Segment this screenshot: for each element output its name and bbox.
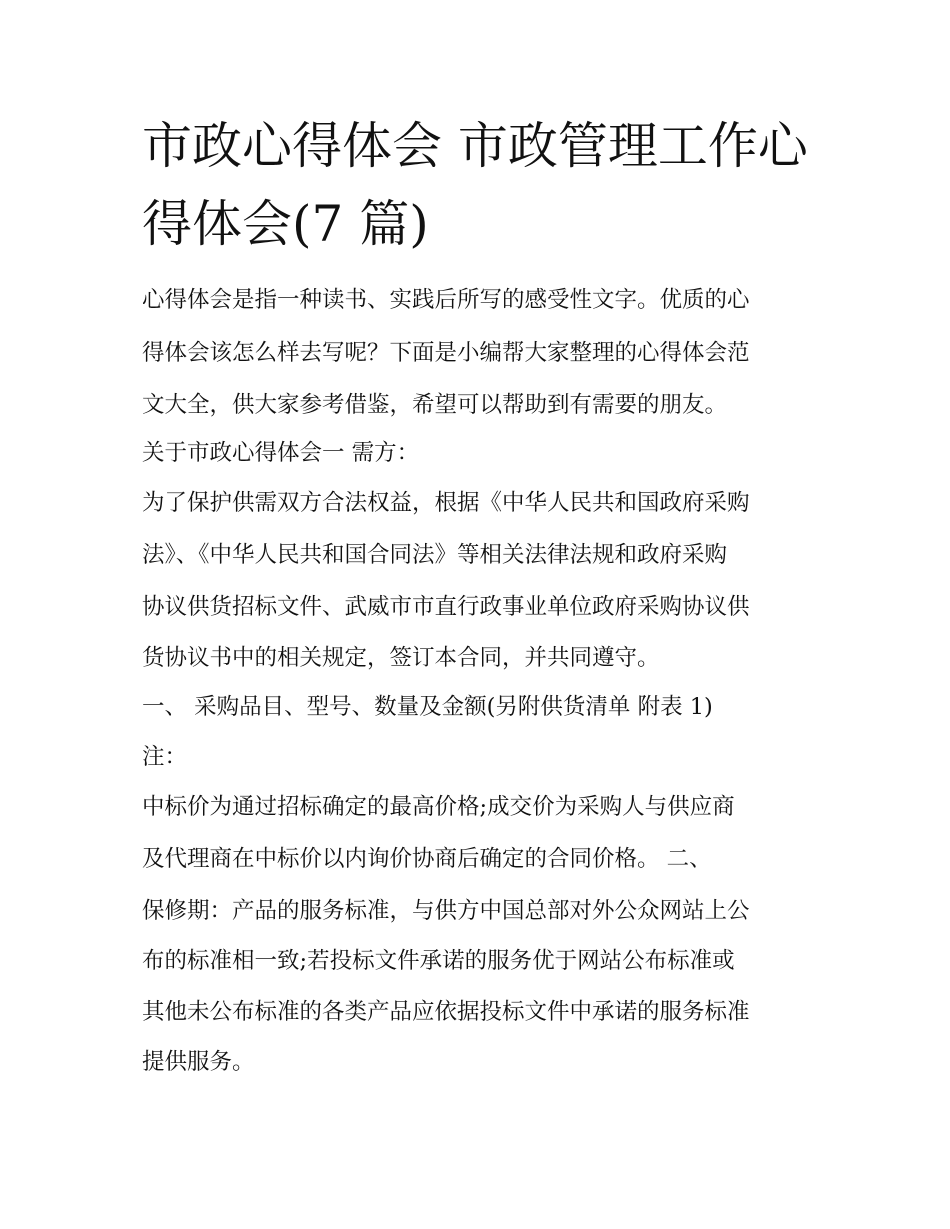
body-line-1: 心得体会是指一种读书、实践后所写的感受性文字。优质的心 <box>142 287 750 313</box>
body-line-4: 关于市政心得体会一 需方： <box>142 440 420 466</box>
body-line-9: 一、 采购品目、型号、数量及金额(另附供货清单 附表 1) <box>142 694 713 720</box>
body-line-16: 提供服务。 <box>142 1049 255 1075</box>
title-line-1: 市政心得体会 市政管理工作心 <box>142 117 808 175</box>
body-line-6: 法》、《中华人民共和国合同法》等相关法律法规和政府采购 <box>142 542 728 568</box>
body-line-8: 货协议书中的相关规定，签订本合同，并共同遵守。 <box>142 645 660 671</box>
body-line-7: 协议供货招标文件、武威市市直行政事业单位政府采购协议供 <box>142 594 750 620</box>
body-line-12: 及代理商在中标价以内询价协商后确定的合同价格。 二、 <box>142 846 712 872</box>
body-line-15: 其他未公布标准的各类产品应依据投标文件中承诺的服务标准 <box>142 999 750 1025</box>
body-line-2: 得体会该怎么样去写呢？下面是小编帮大家整理的心得体会范 <box>142 340 750 366</box>
body-line-13: 保修期：产品的服务标准，与供方中国总部对外公众网站上公 <box>142 898 750 924</box>
title-line-2: 得体会(7 篇) <box>142 195 429 253</box>
body-line-5: 为了保护供需双方合法权益，根据《中华人民共和国政府采购 <box>142 490 750 516</box>
body-line-10: 注： <box>142 744 188 770</box>
body-line-11: 中标价为通过招标确定的最高价格;成交价为采购人与供应商 <box>142 794 735 820</box>
body-line-3: 文大全，供大家参考借鉴，希望可以帮助到有需要的朋友。 <box>142 392 728 418</box>
body-line-14: 布的标准相一致;若投标文件承诺的服务优于网站公布标准或 <box>142 948 735 974</box>
